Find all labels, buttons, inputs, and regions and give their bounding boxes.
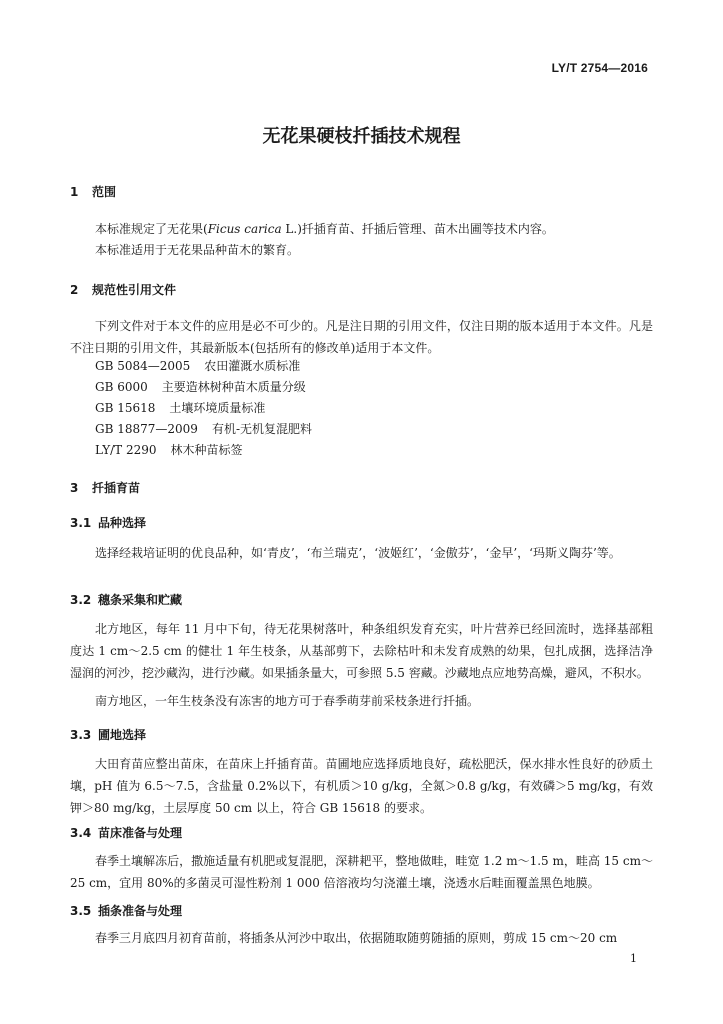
section-number: 3.3 xyxy=(70,728,92,742)
section-title: 扦插育苗 xyxy=(92,481,141,495)
cutting-collection-paragraph-1: 北方地区，每年 11 月中下旬，待无花果树落叶，种条组织发育充实，叶片营养已经回流时，选择基部粗度达 1 cm～2.5 cm 的健壮 1 年生枝条，从基部剪下，去除枯叶和未发育成熟的幼果，包扎成捆，选择洁净湿润的河沙，挖沙藏沟，进行沙藏。如果插条量大，可参照 5.5 窖藏。沙藏地点应地势高燥，避风，不积水。 xyxy=(70,622,653,680)
normative-references-intro: 下列文件对于本文件的应用是必不可少的。凡是注日期的引用文件，仅注日期的版本适用于本文件。凡是不注日期的引用文件，其最新版本(包括所有的修改单)适用于本文件。 xyxy=(70,319,653,355)
section-3-3-heading xyxy=(70,726,146,743)
section-3-2-heading xyxy=(70,591,182,608)
section-number: 3.5 xyxy=(70,904,92,918)
reference-code: GB 15618 xyxy=(95,401,156,415)
cutting-preparation-paragraph: 春季三月底四月初育苗前，将插条从河沙中取出，依据随取随剪随插的原则，剪成 15 cm～20 cm xyxy=(95,931,618,945)
page-number: 1 xyxy=(630,952,637,965)
section-title: 品种选择 xyxy=(98,516,147,530)
section-3-heading xyxy=(70,479,140,496)
scope-paragraph-1 xyxy=(95,220,554,237)
reference-name: 主要造林树种苗木质量分级 xyxy=(161,380,306,394)
section-title: 苗床准备与处理 xyxy=(98,826,183,840)
cutting-collection-paragraph-2: 南方地区，一年生枝条没有冻害的地方可于春季萌芽前采枝条进行扦插。 xyxy=(95,694,480,708)
reference-item xyxy=(95,378,306,395)
variety-selection-paragraph: 选择经栽培证明的优良品种，如‘青皮’，‘布兰瑞克’，‘波姬红’，‘金傲芬’，‘金早’，‘玛斯义陶芬’等。 xyxy=(95,546,621,560)
section-title: 范围 xyxy=(92,185,117,199)
reference-code: LY/T 2290 xyxy=(95,443,157,457)
reference-code: GB 6000 xyxy=(95,380,148,394)
reference-item xyxy=(95,420,312,437)
section-3-1-heading xyxy=(70,514,146,531)
standard-code: LY/T 2754—2016 xyxy=(551,61,648,75)
section-number: 2 xyxy=(70,283,79,297)
reference-name: 有机-无机复混肥料 xyxy=(211,422,312,436)
nursery-site-paragraph: 大田育苗应整出苗床，在苗床上扦插育苗。苗圃地应选择质地良好，疏松肥沃，保水排水性良好的砂质土壤，pH 值为 6.5～7.5，含盐量 0.2%以下，有机质＞10 g/kg，全氮＞0.8 g/kg，有效磷＞5 mg/kg，有效钾＞80 mg/kg，土层厚度 50 cm 以上，符合 GB 15618 的要求。 xyxy=(70,757,653,815)
section-3-5-heading xyxy=(70,902,182,919)
reference-code: GB 5084—2005 xyxy=(95,359,191,373)
text-run: 本标准规定了无花果( xyxy=(95,222,208,236)
scope-paragraph-2: 本标准适用于无花果品种苗木的繁育。 xyxy=(95,243,300,257)
latin-name: Ficus carica xyxy=(207,222,282,236)
section-number: 3 xyxy=(70,481,79,495)
section-1-heading xyxy=(70,183,116,200)
section-title: 插条准备与处理 xyxy=(98,904,183,918)
reference-name: 农田灌溉水质标准 xyxy=(204,359,301,373)
section-title: 穗条采集和贮藏 xyxy=(98,593,183,607)
section-number: 3.1 xyxy=(70,516,92,530)
section-number: 1 xyxy=(70,185,79,199)
reference-name: 土壤环境质量标准 xyxy=(169,401,266,415)
seedbed-preparation-paragraph: 春季土壤解冻后，撒施适量有机肥或复混肥，深耕耙平，整地做畦，畦宽 1.2 m～1.5 m，畦高 15 cm～25 cm，宜用 80%的多菌灵可湿性粉剂 1 000 倍溶液均匀浇灌土壤，浇透水后畦面覆盖黑色地膜。 xyxy=(70,854,653,890)
section-number: 3.2 xyxy=(70,593,92,607)
reference-name: 林木种苗标签 xyxy=(170,443,243,457)
reference-item xyxy=(95,441,243,458)
section-title: 规范性引用文件 xyxy=(92,283,177,297)
section-2-heading xyxy=(70,281,176,298)
reference-code: GB 18877—2009 xyxy=(95,422,198,436)
section-number: 3.4 xyxy=(70,826,92,840)
text-run: L.)扦插育苗、扦插后管理、苗木出圃等技术内容。 xyxy=(281,222,554,236)
section-title: 圃地选择 xyxy=(98,728,147,742)
document-title: 无花果硬枝扦插技术规程 xyxy=(262,126,461,147)
section-3-4-heading xyxy=(70,824,182,841)
reference-item xyxy=(95,399,265,416)
reference-item xyxy=(95,357,300,374)
